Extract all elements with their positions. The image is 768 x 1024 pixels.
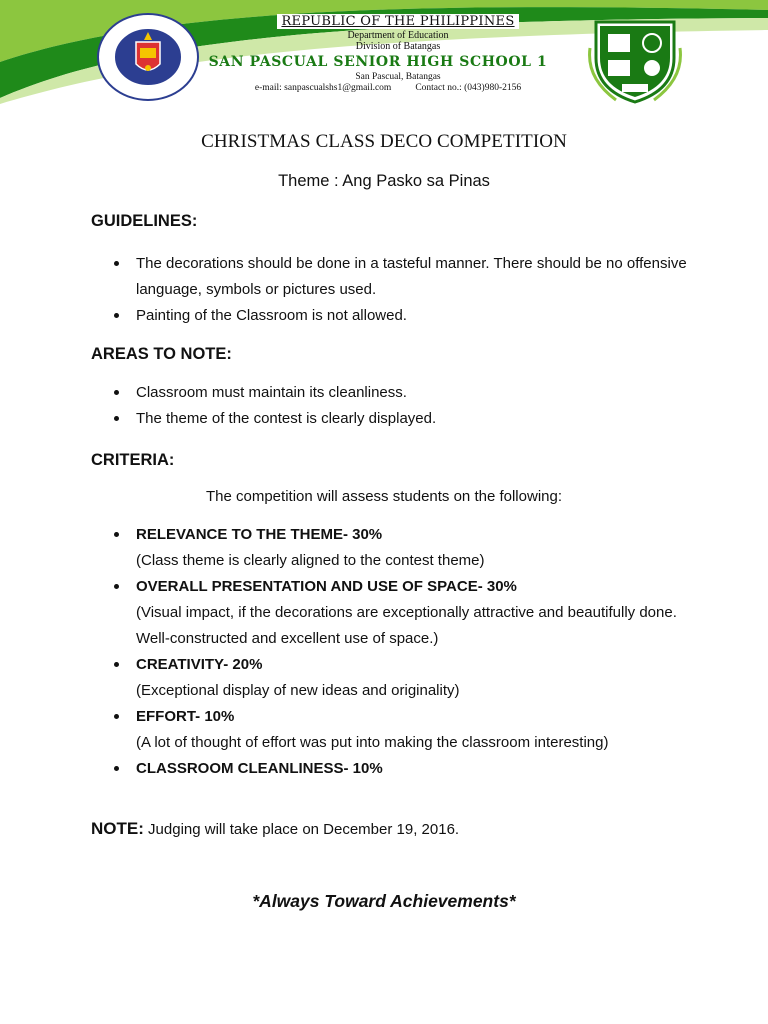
document-title: CHRISTMAS CLASS DECO COMPETITION: [201, 131, 567, 152]
judging-note: [91, 819, 459, 839]
note-text: Judging will take place on December 19, 2016.: [143, 821, 460, 838]
guidelines-list: [112, 251, 712, 329]
criterion-item: [112, 522, 712, 574]
department-name: Department of Education: [347, 30, 449, 41]
criteria-heading: CRITERIA:: [91, 451, 175, 469]
note-label: NOTE:: [91, 819, 144, 838]
criterion-description: (Visual impact, if the decorations are exceptionally attractive and beautifully done. Well-constructed and excellent use of space.): [136, 604, 677, 647]
school-motto: *Always Toward Achievements*: [252, 891, 516, 911]
document-theme: Theme : Ang Pasko sa Pinas: [278, 172, 490, 190]
criterion-title: CREATIVITY- 20%: [136, 656, 263, 673]
list-item: Painting of the Classroom is not allowed.: [112, 303, 712, 329]
school-seal-icon: [586, 8, 684, 106]
criterion-description: (A lot of thought of effort was put into making the classroom interesting): [136, 734, 609, 751]
areas-heading: AREAS TO NOTE:: [91, 345, 232, 363]
criterion-item: [112, 756, 712, 782]
criterion-title: CLASSROOM CLEANLINESS- 10%: [136, 760, 383, 777]
school-name: SAN PASCUAL SENIOR HIGH SCHOOL 1: [208, 54, 548, 70]
guidelines-heading: GUIDELINES:: [91, 212, 198, 230]
deped-seal-icon: [96, 12, 200, 102]
areas-list: [112, 380, 712, 432]
list-item: The theme of the contest is clearly displayed.: [112, 406, 712, 432]
letterhead: [0, 0, 768, 110]
criterion-item: [112, 704, 712, 756]
school-phone: Contact no.: (043)980-2156: [415, 83, 522, 93]
division-name: Division of Batangas: [355, 41, 441, 52]
criterion-item: [112, 652, 712, 704]
criterion-title: RELEVANCE TO THE THEME- 30%: [136, 526, 383, 543]
list-item: Classroom must maintain its cleanliness.: [112, 380, 712, 406]
school-contact-line: [208, 83, 568, 94]
letterhead-text: [208, 12, 578, 94]
criterion-description: (Exceptional display of new ideas and originality): [136, 682, 460, 699]
criterion-title: EFFORT- 10%: [136, 708, 235, 725]
republic-heading: REPUBLIC OF THE PHILIPPINES: [277, 14, 518, 29]
criteria-list: [112, 522, 712, 782]
criterion-description: (Class theme is clearly aligned to the contest theme): [136, 552, 485, 569]
school-address: San Pascual, Batangas: [355, 72, 441, 82]
school-email: e-mail: sanpascualshs1@gmail.com: [254, 83, 392, 93]
criteria-intro: The competition will assess students on the following:: [205, 488, 562, 505]
criterion-title: OVERALL PRESENTATION AND USE OF SPACE- 30%: [136, 578, 517, 595]
criterion-item: [112, 574, 712, 652]
list-item: The decorations should be done in a tasteful manner. There should be no offensive language, symbols or pictures used.: [112, 251, 712, 303]
